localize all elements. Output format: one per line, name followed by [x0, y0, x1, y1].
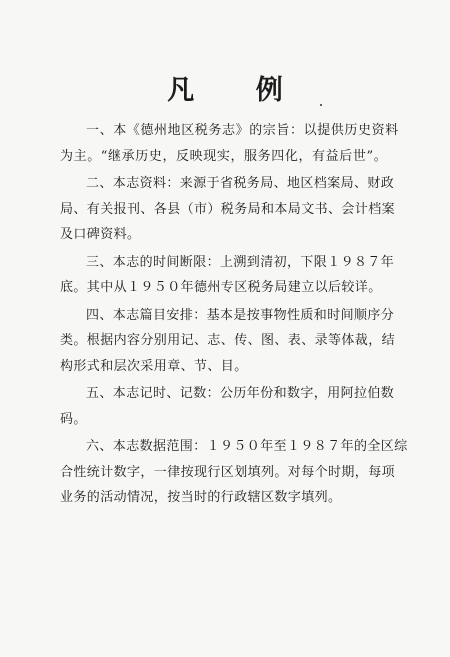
document-body [60, 118, 408, 511]
paragraph-3: 三、本志的时间断限：上溯到清初，下限１９８７年底。其中从１９５０年德州专区税务局建立以后较详。 [60, 254, 395, 295]
paragraph-4: 四、本志篇目安排：基本是按事物性质和时间顺序分类。根据内容分别用记、志、传、图、表、录等体裁，结构形式和层次采用章、节、目。 [60, 307, 396, 374]
paragraph-6: 六、本志数据范围：１９５０年至１９８７年的全区综合性统计数字，一律按现行区划填列。对每个时期，每项业务的活动情况，按当时的行政辖区数字填列。 [60, 439, 408, 505]
ink-dot [320, 104, 322, 106]
page-title: 凡 例 [167, 75, 309, 106]
paragraph-5: 五、本志记时、记数：公历年份和数字，用阿拉伯数码。 [60, 386, 395, 427]
paragraph-2: 二、本志资料：来源于省税务局、地区档案局、财政局、有关报刊、各县（市）税务局和本局文书、会计档案及口碑资料。 [60, 176, 396, 242]
paragraph-1: 一、本《德州地区税务志》的宗旨：以提供历史资料为主。“继承历史，反映现实，服务四化，有益后世”。 [60, 123, 399, 164]
